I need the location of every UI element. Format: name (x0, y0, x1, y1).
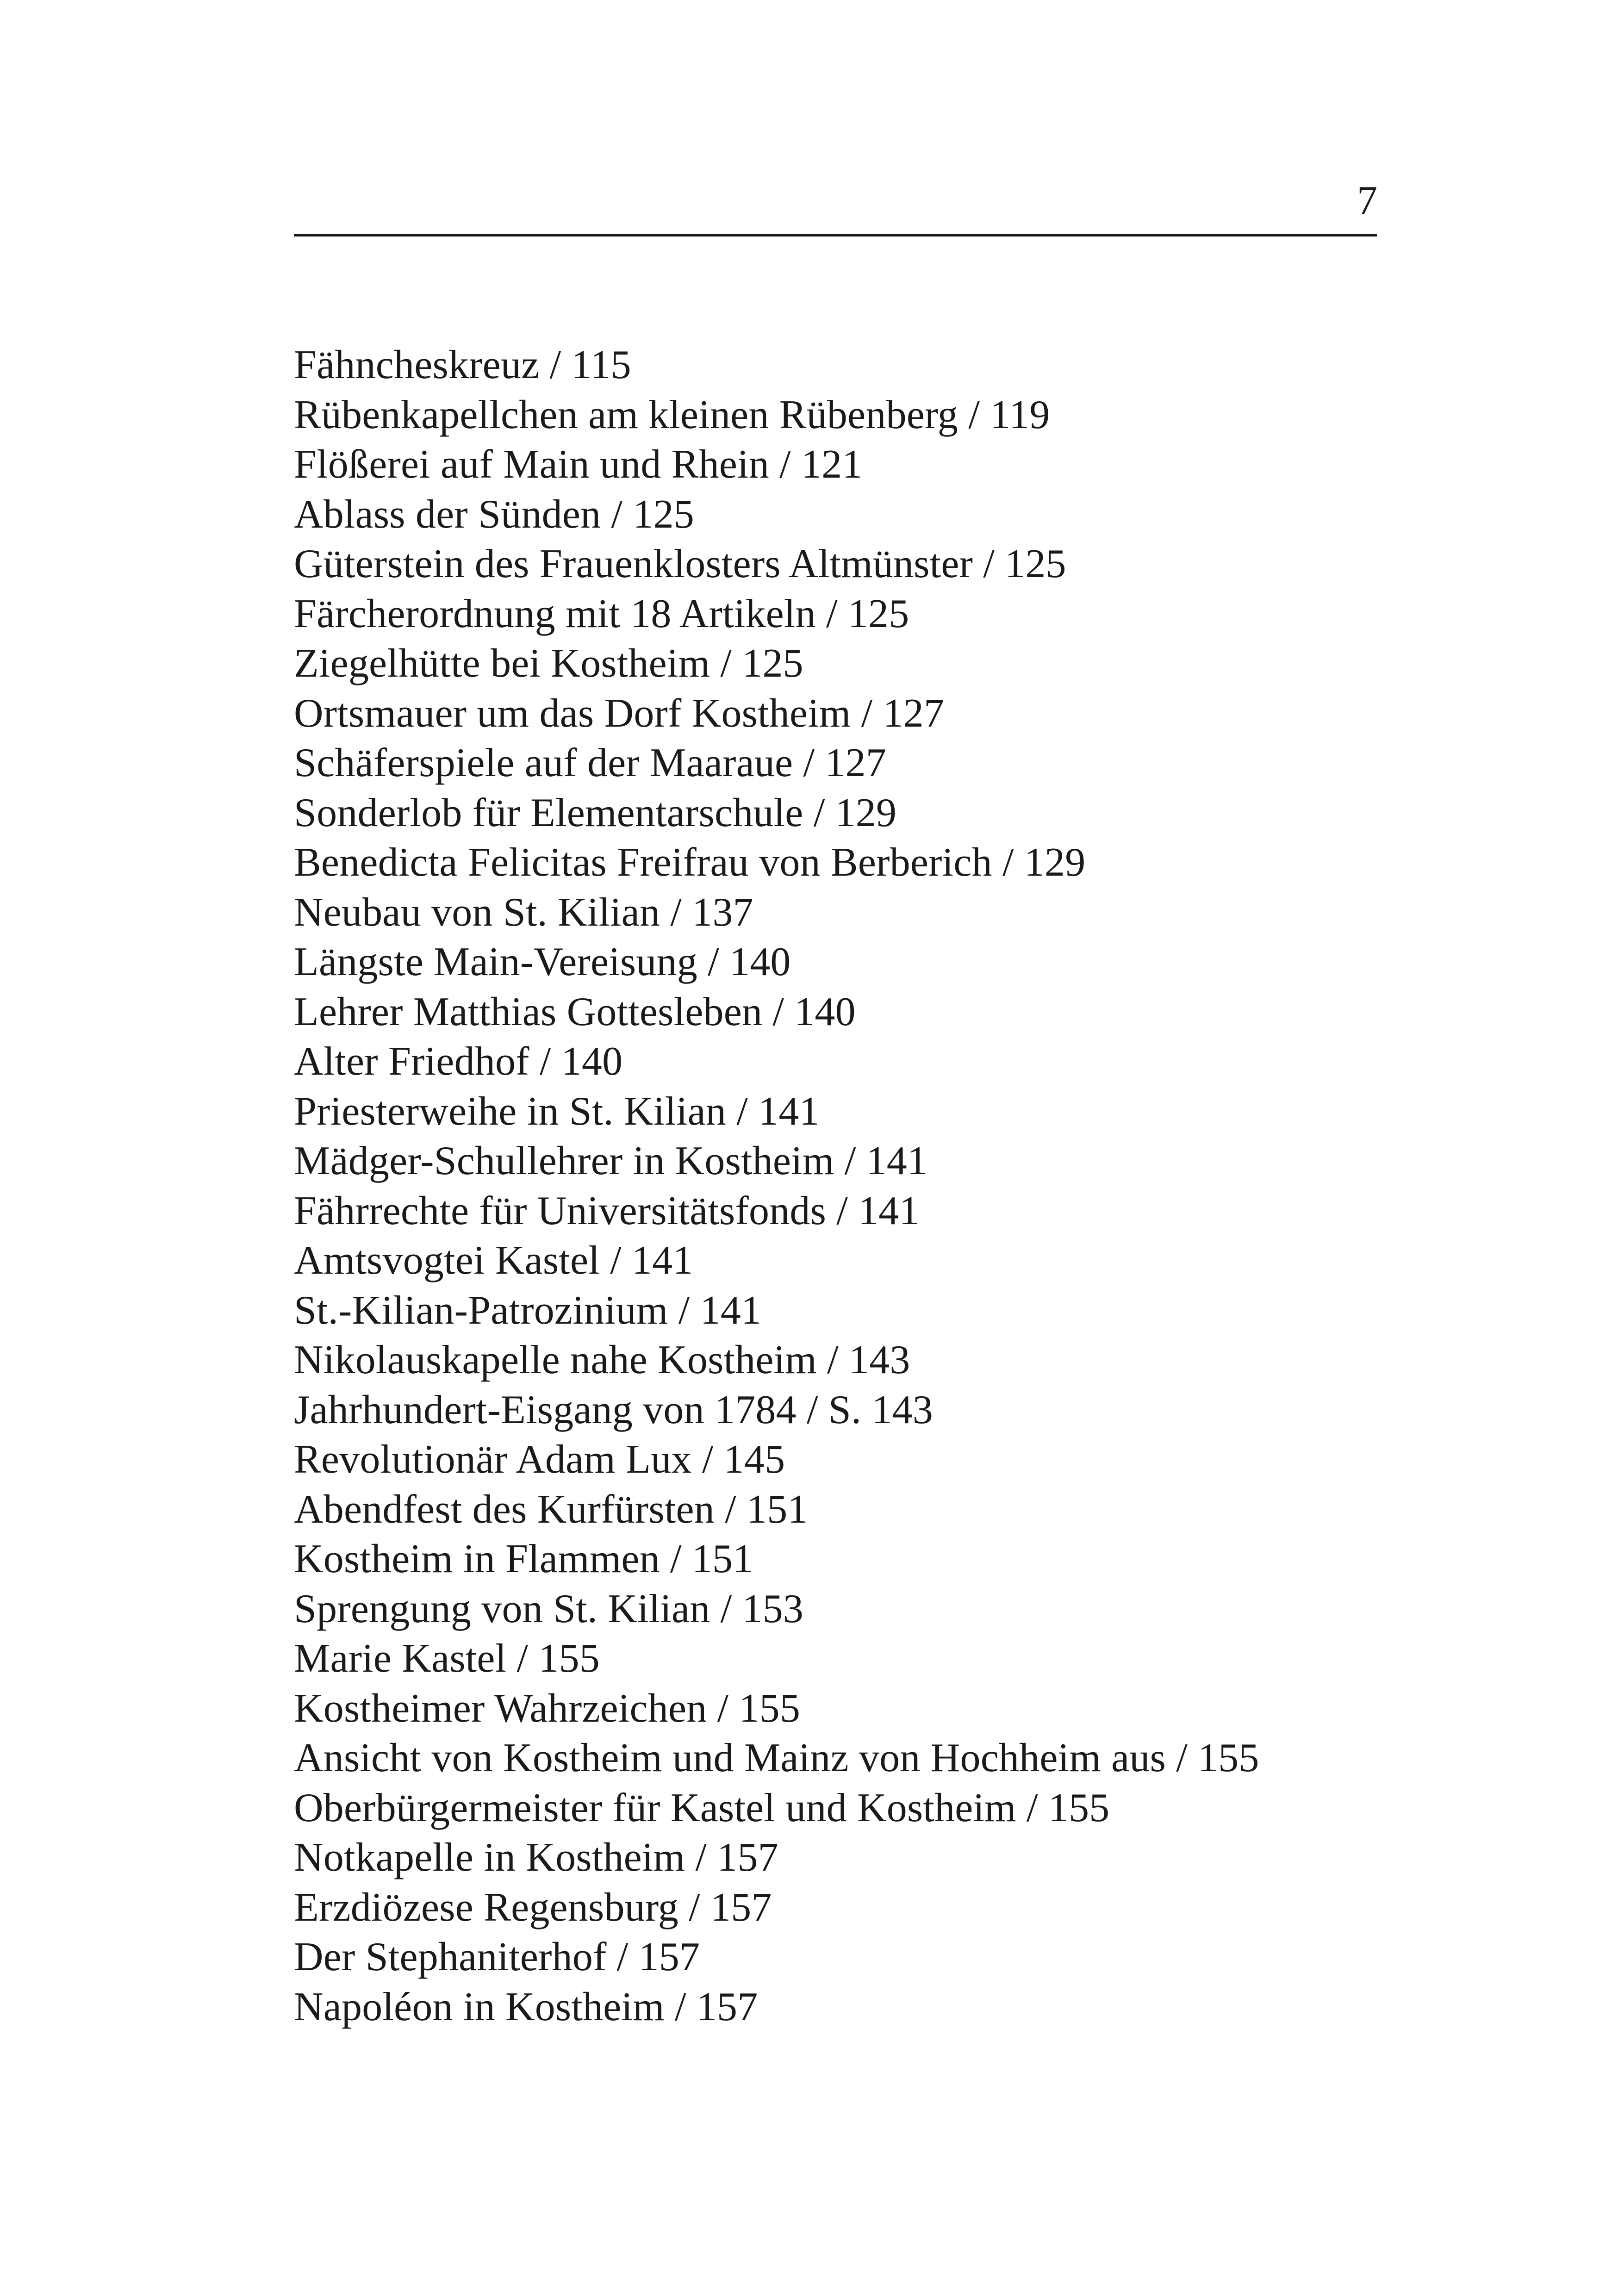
toc-entry: Ansicht von Kostheim und Mainz von Hochheim aus / 155 (294, 1736, 1259, 1780)
toc-entry: Ablass der Sünden / 125 (294, 492, 694, 537)
toc-entry: Revolutionär Adam Lux / 145 (294, 1437, 785, 1482)
toc-entry-list (294, 340, 1259, 2032)
toc-entry: Abendfest des Kurfürsten / 151 (294, 1487, 808, 1532)
toc-entry: Der Stephaniterhof / 157 (294, 1935, 700, 1979)
toc-entry: Jahrhundert-Eisgang von 1784 / S. 143 (294, 1387, 933, 1432)
toc-entry: Längste Main-Vereisung / 140 (294, 940, 791, 984)
toc-entry: Marie Kastel / 155 (294, 1636, 600, 1681)
toc-entry: Rübenkapellchen am kleinen Rübenberg / 119 (294, 392, 1050, 437)
toc-entry: Erzdiözese Regensburg / 157 (294, 1885, 772, 1930)
toc-entry: Fähncheskreuz / 115 (294, 342, 631, 387)
toc-entry: Ortsmauer um das Dorf Kostheim / 127 (294, 691, 945, 736)
toc-entry: Ziegelhütte bei Kostheim / 125 (294, 641, 803, 686)
toc-entry: Lehrer Matthias Gottesleben / 140 (294, 989, 856, 1034)
toc-entry: Napoléon in Kostheim / 157 (294, 1984, 758, 2029)
toc-entry: Sprengung von St. Kilian / 153 (294, 1586, 804, 1631)
toc-entry: Nikolauskapelle nahe Kostheim / 143 (294, 1338, 910, 1382)
toc-entry: Benedicta Felicitas Freifrau von Berberich / 129 (294, 840, 1086, 885)
page-number: 7 (1357, 178, 1377, 223)
toc-entry: Flößerei auf Main und Rhein / 121 (294, 442, 863, 487)
toc-entry: St.-Kilian-Patrozinium / 141 (294, 1288, 762, 1333)
toc-entry: Oberbürgermeister für Kastel und Kostheim / 155 (294, 1785, 1110, 1830)
toc-entry: Fährrechte für Universitätsfonds / 141 (294, 1188, 920, 1233)
toc-entry: Sonderlob für Elementarschule / 129 (294, 790, 897, 835)
toc-entry: Färcherordnung mit 18 Artikeln / 125 (294, 591, 909, 636)
toc-entry: Neubau von St. Kilian / 137 (294, 890, 753, 935)
toc-entry: Priesterweihe in St. Kilian / 141 (294, 1089, 820, 1134)
toc-entry: Mädger-Schullehrer in Kostheim / 141 (294, 1139, 928, 1183)
toc-entry: Notkapelle in Kostheim / 157 (294, 1835, 778, 1880)
header-rule (294, 234, 1377, 236)
toc-entry: Kostheimer Wahrzeichen / 155 (294, 1686, 801, 1731)
toc-entry: Güterstein des Frauenklosters Altmünster / 125 (294, 541, 1066, 586)
toc-entry: Kostheim in Flammen / 151 (294, 1537, 753, 1581)
toc-entry: Alter Friedhof / 140 (294, 1039, 623, 1084)
toc-entry: Amtsvogtei Kastel / 141 (294, 1238, 693, 1283)
toc-entry: Schäferspiele auf der Maaraue / 127 (294, 740, 886, 785)
